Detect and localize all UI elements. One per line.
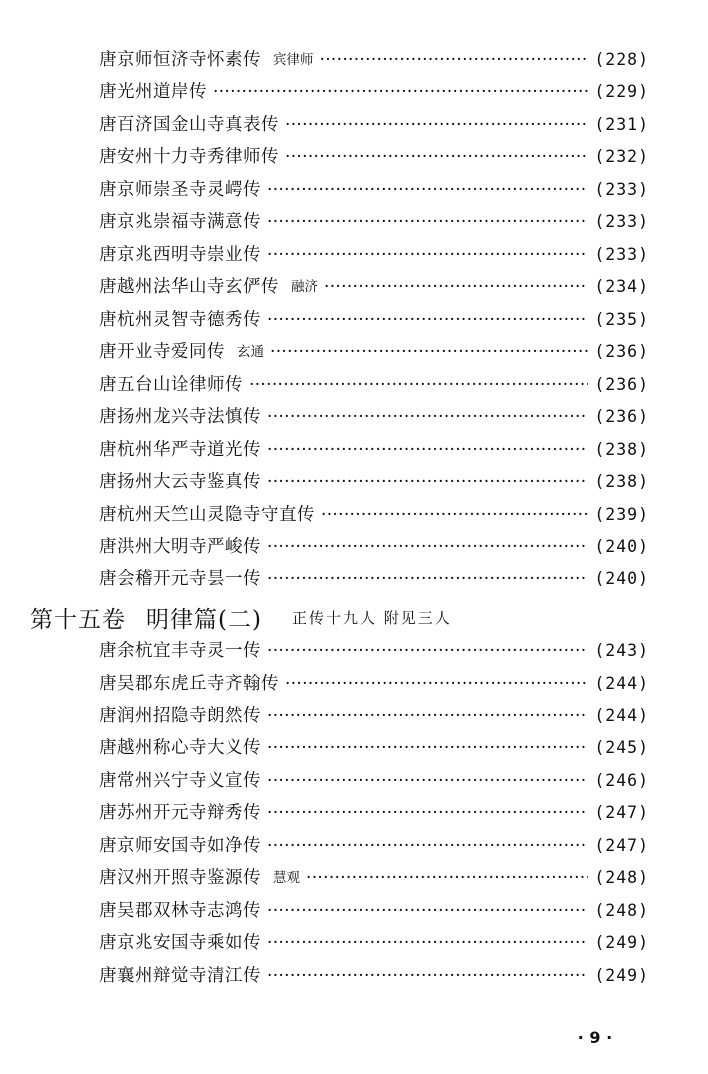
entry-page: (243)	[594, 641, 649, 660]
dot-leader	[321, 501, 588, 529]
dot-leader	[267, 533, 588, 561]
entry-page: (239)	[594, 505, 649, 524]
toc-entry	[99, 208, 649, 236]
toc-entry	[99, 702, 649, 730]
entry-title: 唐苏州开元寺辩秀传	[99, 803, 261, 823]
entry-note: 玄通	[237, 344, 264, 360]
toc-entry	[99, 371, 649, 399]
entry-title: 唐洪州大明寺严峻传	[99, 537, 261, 557]
section-title: 明律篇(二)	[146, 606, 262, 633]
entry-page: (235)	[594, 310, 649, 329]
page-number: · 9 ·	[577, 1028, 613, 1047]
toc-entry	[99, 273, 649, 301]
entry-page: (232)	[594, 147, 649, 166]
entry-page: (249)	[594, 966, 649, 985]
toc-entry	[99, 565, 649, 593]
toc-entry	[99, 501, 649, 529]
entry-page: (238)	[594, 472, 649, 491]
toc-entry	[99, 78, 649, 106]
entry-title: 唐常州兴宁寺义宣传	[99, 771, 261, 791]
entry-note: 慧观	[273, 870, 300, 886]
toc-entry	[99, 338, 649, 366]
entry-title: 唐吴郡双林寺志鸿传	[99, 901, 261, 921]
toc-entry	[99, 799, 649, 827]
dot-leader	[267, 734, 588, 762]
entry-page: (234)	[594, 277, 649, 296]
dot-leader	[270, 338, 588, 366]
entry-title: 唐杭州天竺山灵隐寺守直传	[99, 505, 315, 525]
entry-title: 唐京师安国寺如净传	[99, 836, 261, 856]
dot-leader	[285, 143, 588, 171]
entry-title: 唐杭州灵智寺德秀传	[99, 310, 261, 330]
toc-entry	[99, 436, 649, 464]
entry-title: 唐杭州华严寺道光传	[99, 440, 261, 460]
entry-page: (236)	[594, 342, 649, 361]
dot-leader	[249, 371, 588, 399]
entry-title: 唐润州招隐寺朗然传	[99, 706, 261, 726]
volume-label: 第十五卷	[30, 606, 126, 633]
toc-entry	[99, 468, 649, 496]
entry-page: (247)	[594, 836, 649, 855]
toc-entry	[99, 637, 649, 665]
toc-entry	[99, 46, 649, 74]
entry-title: 唐开业寺爱同传	[99, 342, 225, 362]
toc-entry	[99, 533, 649, 561]
entry-title: 唐余杭宜丰寺灵一传	[99, 641, 261, 661]
entry-page: (236)	[594, 407, 649, 426]
entry-title: 唐越州称心寺大义传	[99, 738, 261, 758]
entry-title: 唐京兆安国寺乘如传	[99, 933, 261, 953]
dot-leader	[267, 897, 588, 925]
entry-page: (233)	[594, 245, 649, 264]
entry-title: 唐京兆崇福寺满意传	[99, 212, 261, 232]
dot-leader	[320, 46, 589, 74]
entry-page: (236)	[594, 375, 649, 394]
section-heading	[30, 598, 452, 636]
dot-leader	[267, 208, 588, 236]
entry-title: 唐襄州辩觉寺清江传	[99, 966, 261, 986]
entry-page: (249)	[594, 933, 649, 952]
entry-title: 唐京师恒济寺怀素传	[99, 50, 261, 70]
toc-entry	[99, 111, 649, 139]
entry-page: (244)	[594, 706, 649, 725]
entry-page: (228)	[594, 50, 649, 69]
entry-page: (244)	[594, 674, 649, 693]
entry-note: 融济	[291, 279, 318, 295]
entry-title: 唐五台山诠律师传	[99, 375, 243, 395]
entry-title: 唐汉州开照寺鉴源传	[99, 868, 261, 888]
toc-entry	[99, 670, 649, 698]
dot-leader	[267, 767, 588, 795]
entry-page: (245)	[594, 738, 649, 757]
entry-page: (240)	[594, 537, 649, 556]
dot-leader	[267, 403, 588, 431]
entry-title: 唐光州道岸传	[99, 82, 207, 102]
toc-entry	[99, 832, 649, 860]
entry-title: 唐扬州龙兴寺法慎传	[99, 407, 261, 427]
toc-entry	[99, 176, 649, 204]
dot-leader	[267, 702, 588, 730]
toc-entry	[99, 897, 649, 925]
dot-leader	[285, 111, 588, 139]
toc-entry	[99, 306, 649, 334]
entry-page: (247)	[594, 803, 649, 822]
entry-title: 唐京师崇圣寺灵崿传	[99, 180, 261, 200]
entry-title: 唐越州法华山寺玄俨传	[99, 277, 279, 297]
entry-title: 唐安州十力寺秀律师传	[99, 147, 279, 167]
entry-title: 唐京兆西明寺崇业传	[99, 245, 261, 265]
entry-page: (238)	[594, 440, 649, 459]
entry-note: 宾律师	[273, 52, 314, 68]
dot-leader	[267, 306, 588, 334]
entry-page: (240)	[594, 569, 649, 588]
dot-leader	[324, 273, 588, 301]
entry-page: (229)	[594, 82, 649, 101]
dot-leader	[267, 799, 588, 827]
toc-entry	[99, 962, 649, 990]
dot-leader	[267, 468, 588, 496]
entry-page: (246)	[594, 771, 649, 790]
toc-entry	[99, 734, 649, 762]
entry-page: (248)	[594, 901, 649, 920]
entry-title: 唐吴郡东虎丘寺齐翰传	[99, 674, 279, 694]
toc-entry	[99, 864, 649, 892]
entry-title: 唐会稽开元寺昙一传	[99, 569, 261, 589]
entry-page: (231)	[594, 115, 649, 134]
toc-entry	[99, 403, 649, 431]
dot-leader	[267, 176, 588, 204]
entry-title: 唐百济国金山寺真表传	[99, 115, 279, 135]
toc-entry	[99, 143, 649, 171]
toc-entry	[99, 241, 649, 269]
dot-leader	[267, 929, 588, 957]
entry-title: 唐扬州大云寺鉴真传	[99, 472, 261, 492]
dot-leader	[267, 832, 588, 860]
entry-page: (248)	[594, 868, 649, 887]
section-note: 正传十九人 附见三人	[291, 608, 452, 627]
dot-leader	[267, 436, 588, 464]
dot-leader	[267, 565, 588, 593]
toc-entry	[99, 767, 649, 795]
dot-leader	[267, 962, 588, 990]
dot-leader	[267, 637, 588, 665]
entry-page: (233)	[594, 212, 649, 231]
dot-leader	[285, 670, 588, 698]
toc-entry	[99, 929, 649, 957]
dot-leader	[267, 241, 588, 269]
dot-leader	[213, 78, 588, 106]
dot-leader	[306, 864, 588, 892]
entry-page: (233)	[594, 180, 649, 199]
